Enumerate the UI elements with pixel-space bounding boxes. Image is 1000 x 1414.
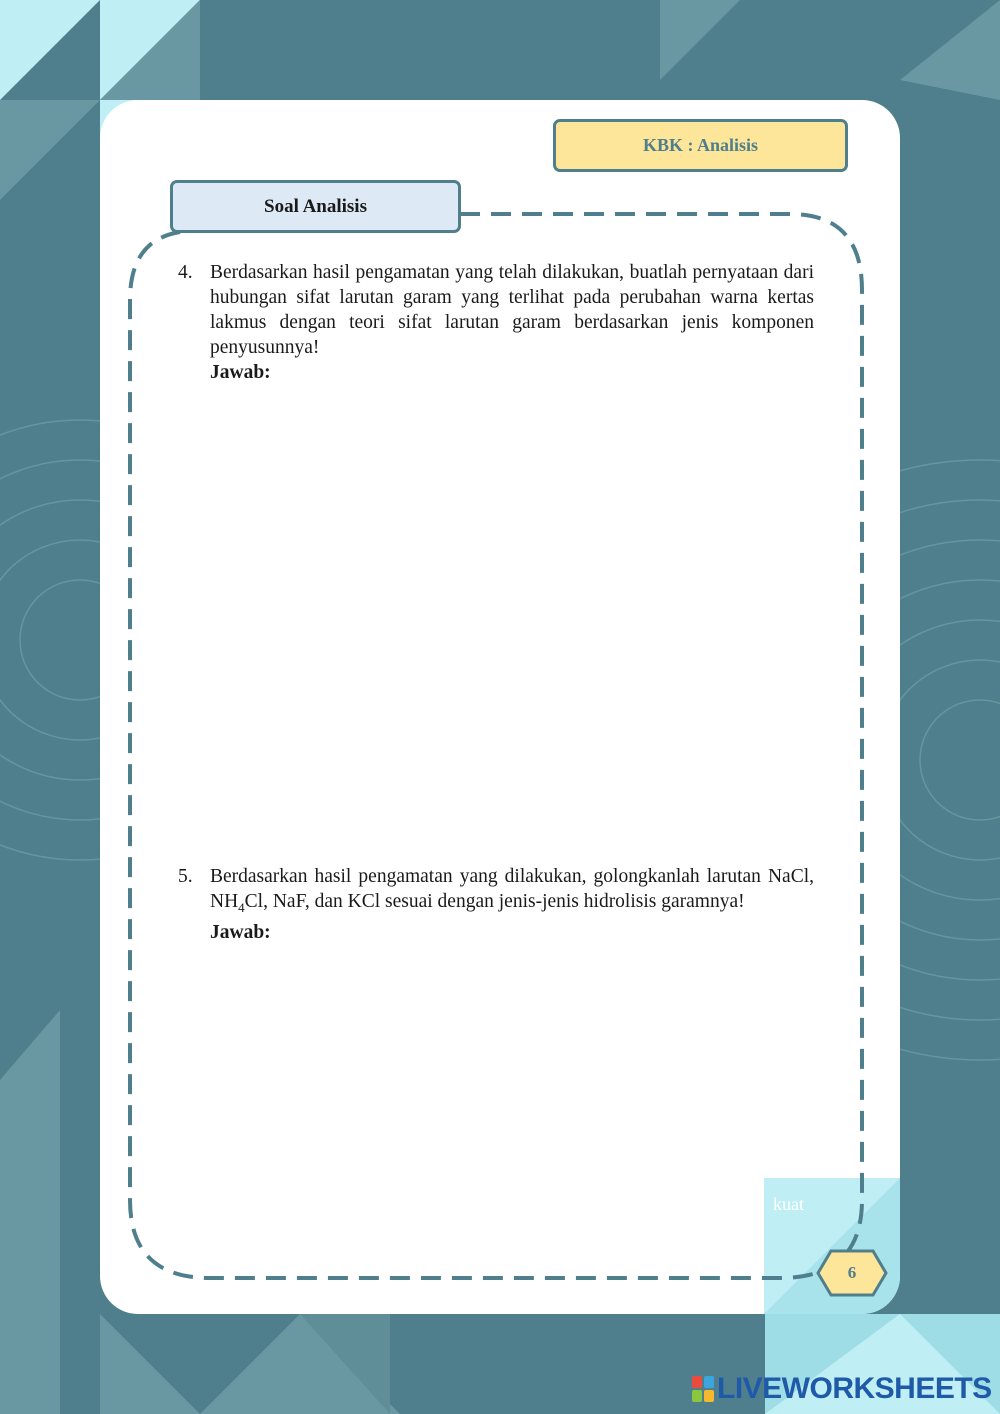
question-number: 5. bbox=[178, 866, 193, 887]
answer-label: Jawab: bbox=[210, 362, 271, 383]
answer-label: Jawab: bbox=[210, 921, 271, 943]
question-text: Berdasarkan hasil pengamatan yang telah dilakukan, buatlah pernyataan dari hubungan sifat larutan garam yang terlihat pada perubahan warna kertas lakmus dengan teori sifat larutan garam berdasarkan jenis komponen penyusunnya! bbox=[210, 262, 814, 358]
question-4 bbox=[178, 260, 814, 385]
question-5 bbox=[178, 864, 814, 945]
question-text-part: Berdasarkan hasil pengamatan yang dilakukan, golongkanlah larutan NaCl, NH bbox=[210, 866, 814, 912]
footer-word: kuat bbox=[773, 1194, 804, 1214]
question-text-part: Cl, NaF, dan KCl sesuai dengan jenis-jenis hidrolisis garamnya! bbox=[244, 891, 745, 912]
brand-logo bbox=[692, 1374, 992, 1404]
brand-name: LIVEWORKSHEETS bbox=[717, 1372, 992, 1405]
question-text bbox=[210, 864, 814, 920]
page-number: 6 bbox=[847, 1263, 857, 1282]
page-number-badge bbox=[816, 1248, 888, 1298]
kbk-label: KBK : Analisis bbox=[553, 119, 848, 172]
question-number: 4. bbox=[178, 262, 193, 283]
brand-grid-icon bbox=[692, 1376, 714, 1402]
section-title: Soal Analisis bbox=[170, 180, 461, 233]
subscript: 4 bbox=[238, 899, 245, 915]
